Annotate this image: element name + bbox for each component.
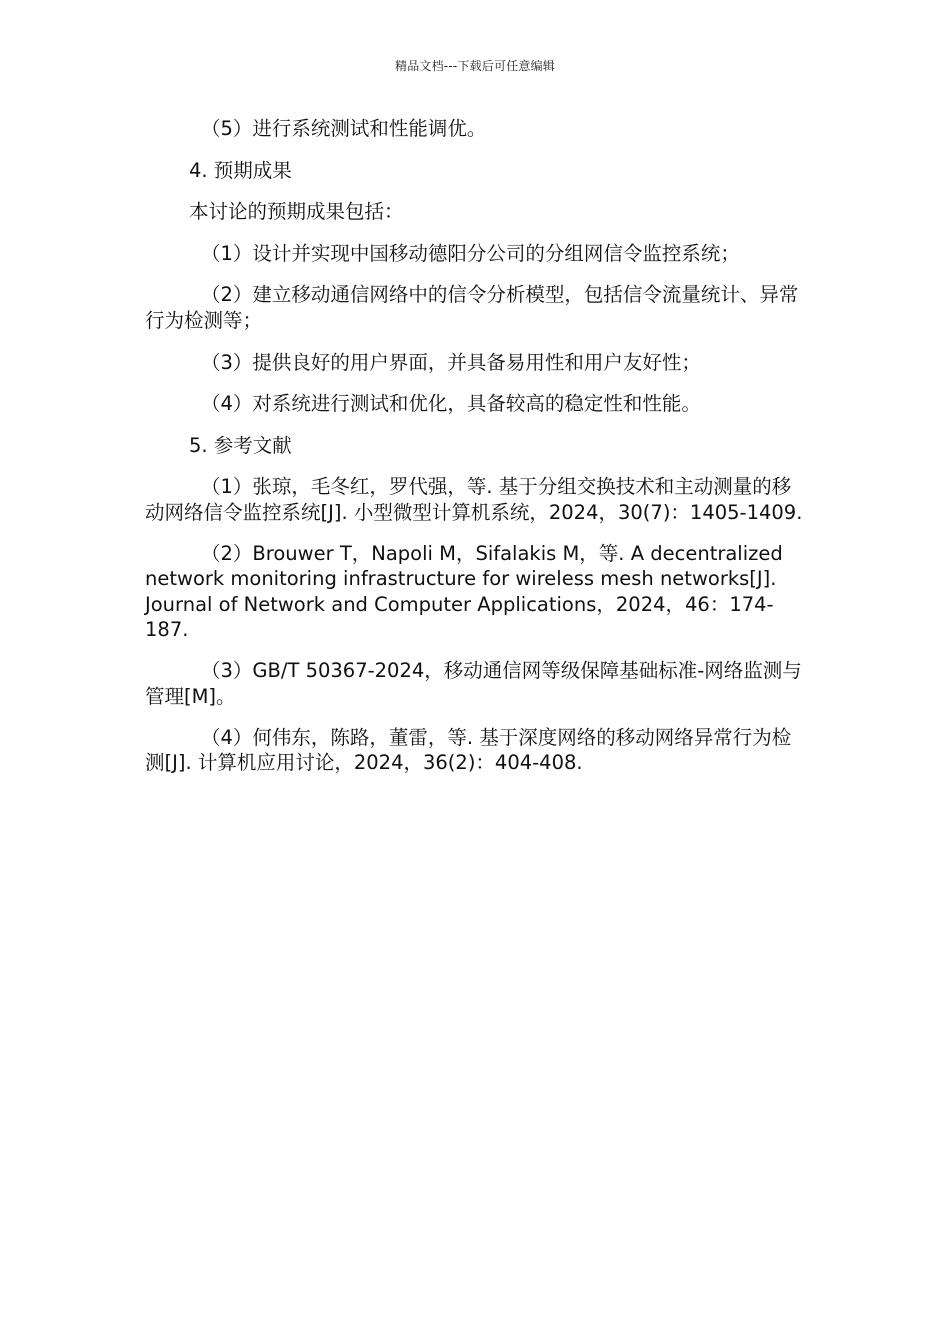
list-item-result-2: （2）建立移动通信网络中的信令分析模型，包括信令流量统计、异常行为检测等； [145,283,799,332]
paragraph-step-5: （5）进行系统测试和性能调优。 [201,117,487,140]
reference-item-1: （1）张琼，毛冬红，罗代强，等. 基于分组交换技术和主动测量的移动网络信令监控系统[J]. 小型微型计算机系统，2024，30(7)：1405-1409. [145,475,803,524]
reference-item-3: （3）GB/T 50367-2024，移动通信网等级保障基础标准-网络监测与管理[M]。 [145,659,802,708]
list-item-result-3: （3）提供良好的用户界面，并具备易用性和用户友好性； [201,350,701,374]
document-body [145,116,810,791]
reference-item-2: （2）Brouwer T，Napoli M，Sifalakis M，等. A decentralized network monitoring infrastructure for wireless mesh networks[J]. Journal of Network and Computer Applications，2024，46：174-187. [145,541,783,641]
list-item-result-4: （4）对系统进行测试和优化，具备较高的稳定性和性能。 [201,392,701,415]
list-item-result-1: （1）设计并实现中国移动德阳分公司的分组网信令监控系统； [201,241,740,265]
page-header: 精品文档---下载后可任意编辑 [395,59,555,73]
section-heading-expected-results: 4. 预期成果 [189,158,292,182]
paragraph-intro: 本讨论的预期成果包括： [189,200,404,223]
section-heading-references: 5. 参考文献 [189,433,292,457]
reference-item-4: （4）何伟东，陈路，董雷，等. 基于深度网络的移动网络异常行为检测[J]. 计算机应用讨论，2024，36(2)：404-408. [145,725,792,774]
